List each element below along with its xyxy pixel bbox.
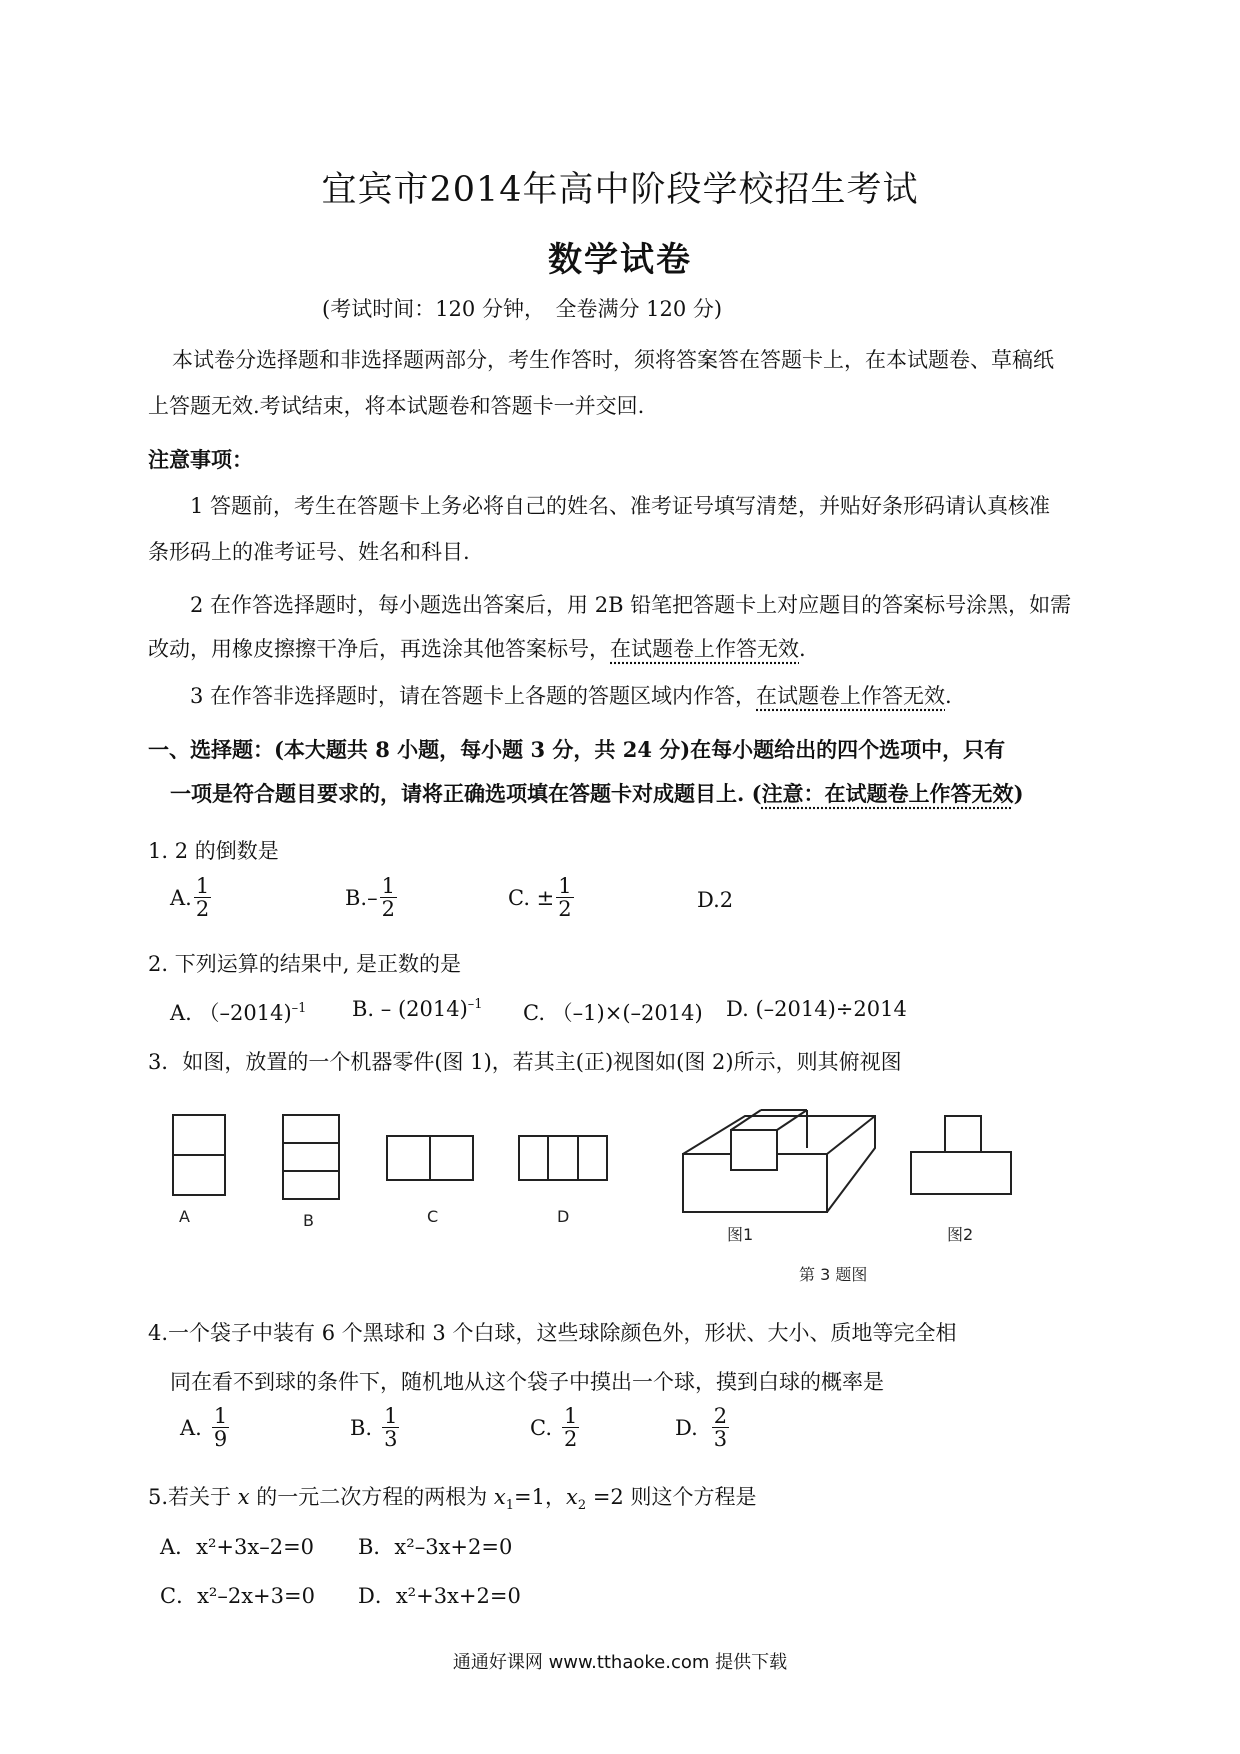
q1-option-a-fraction: [194, 875, 211, 920]
q1-option-b-label: B.–: [345, 885, 378, 910]
q2-option-d: D. (–2014)÷2014: [726, 997, 907, 1021]
exam-info: (考试时间：120 分钟， 全卷满分 120 分): [322, 297, 723, 321]
q4-option-b-label: B.: [350, 1415, 373, 1440]
notice-item-1-line-1: 1 答题前，考生在答题卡上务必将自己的姓名、准考证号填写清楚，并贴好条形码请认真核准: [190, 494, 1051, 518]
q1-option-c-fraction: [556, 875, 573, 920]
q1-b-numerator: 1: [381, 874, 395, 898]
notice-item-1-line-2: 条形码上的准考证号、姓名和科目.: [148, 540, 470, 564]
q4-option-d-fraction: [712, 1405, 729, 1450]
q4-option-c-fraction: [562, 1405, 579, 1450]
figure-label-a: A: [179, 1207, 190, 1226]
q4-option-c-label: C.: [530, 1415, 552, 1440]
figure-2-label: 图2: [947, 1225, 974, 1244]
q2-option-b: [352, 997, 483, 1021]
notice-item-3: [190, 680, 952, 710]
q5-variable-x: x: [237, 1485, 250, 1509]
notice-item-3-text: 3 在作答非选择题时，请在答题卡上各题的答题区域内作答，: [190, 684, 757, 708]
q5-stem-start: 5.若关于: [148, 1485, 238, 1509]
notice-item-3-period: .: [945, 684, 952, 708]
q1-c-denominator: 2: [558, 897, 572, 922]
q4-b-denominator: 3: [384, 1427, 398, 1452]
q1-b-denominator: 2: [381, 897, 395, 922]
q4-option-a-label: A.: [180, 1415, 202, 1440]
section-1-emphasis: 注意：在试题卷上作答无效: [761, 781, 1014, 806]
notice-item-3-emphasis: 在试题卷上作答无效: [756, 684, 946, 708]
q4-d-numerator: 2: [713, 1404, 728, 1428]
q5-stem-middle: 的一元二次方程的两根为: [249, 1485, 494, 1509]
q4-option-d-label: D.: [675, 1415, 698, 1440]
q1-option-d: D.2: [697, 888, 734, 912]
q3-stem: 3．如图，放置的一个机器零件(图 1)，若其主(正)视图如(图 2)所示，则其俯视图: [148, 1050, 902, 1074]
q5-option-a: A．x²+3x–2=0: [160, 1535, 315, 1559]
figure-1-drawing: [683, 1110, 875, 1212]
q4-option-a-fraction: [212, 1405, 229, 1450]
option-a-drawing: [173, 1115, 225, 1195]
q1-option-a-label: A.: [170, 885, 192, 910]
q5-root-1-eq: =1，: [514, 1485, 567, 1509]
q4-c-denominator: 2: [564, 1427, 578, 1452]
q5-root-1-var: x: [493, 1485, 506, 1509]
q4-option-b-fraction: [382, 1405, 399, 1450]
q3-figures: [135, 1100, 1035, 1285]
section-1-line-1: 一、选择题：(本大题共 8 小题，每小题 3 分，共 24 分)在每小题给出的四个选项中，只有: [148, 737, 1006, 762]
q1-a-denominator: 2: [195, 897, 210, 922]
notice-item-2-emphasis: 在试题卷上作答无效: [610, 637, 799, 661]
q5-option-d: D．x²+3x+2=0: [358, 1584, 521, 1608]
section-1-close: ): [1013, 781, 1024, 806]
q5-root-2-var: x: [566, 1485, 578, 1509]
q1-option-c-label: C. ±: [508, 885, 555, 910]
q4-a-denominator: 9: [213, 1427, 228, 1452]
notice-heading: 注意事项：: [148, 447, 253, 472]
figure-label-d: D: [557, 1207, 570, 1226]
q2-a-exponent: –1: [291, 1001, 307, 1016]
q4-stem-line-2: 同在看不到球的条件下，随机地从这个袋子中摸出一个球，摸到白球的概率是: [170, 1370, 884, 1394]
q5-stem: [148, 1481, 756, 1513]
q4-b-numerator: 1: [384, 1404, 398, 1428]
notice-item-2-line-2: [148, 633, 806, 663]
q2-b-text: B. – (2014): [352, 997, 468, 1021]
q4-c-numerator: 1: [564, 1404, 578, 1428]
paper-subtitle: 数学试卷: [548, 240, 692, 280]
q2-option-c: C. （–1)×(–2014): [523, 1001, 703, 1025]
q1-option-c: [508, 875, 576, 920]
q2-a-text: A. （–2014): [170, 1001, 292, 1025]
q4-d-denominator: 3: [713, 1427, 728, 1452]
notice-item-2-text: 改动，用橡皮擦擦干净后，再选涂其他答案标号，: [148, 637, 610, 661]
exam-title: 宜宾市2014年高中阶段学校招生考试: [321, 170, 919, 210]
q1-option-a: [170, 875, 213, 920]
section-1-line-2: [170, 778, 1024, 808]
q4-a-numerator: 1: [213, 1404, 228, 1428]
q1-option-b-fraction: [380, 875, 397, 920]
q2-option-a: [170, 997, 306, 1027]
q5-option-b: B．x²–3x+2=0: [358, 1535, 513, 1559]
q5-root-2-sub: 2: [577, 1498, 587, 1514]
intro-line-1: 本试卷分选择题和非选择题两部分，考生作答时，须将答案答在答题卡上，在本试题卷、草稿纸: [172, 348, 1054, 372]
option-d-drawing: [519, 1136, 607, 1180]
q4-stem-line-1: 4.一个袋子中装有 6 个黑球和 3 个白球，这些球除颜色外，形状、大小、质地等完全相: [148, 1321, 957, 1345]
q4-option-a: [180, 1405, 231, 1450]
figure-caption: 第 3 题图: [799, 1265, 868, 1284]
q5-root-2-eq: =2 则这个方程是: [586, 1485, 757, 1509]
figure-1-label: 图1: [727, 1225, 754, 1244]
q1-stem: 1. 2 的倒数是: [148, 839, 279, 863]
q5-option-c: C．x²–2x+3=0: [160, 1584, 315, 1608]
q2-b-exponent: –1: [467, 997, 483, 1012]
q4-option-c: [530, 1405, 581, 1450]
notice-item-2-line-1: 2 在作答选择题时，每小题选出答案后，用 2B 铅笔把答题卡上对应题目的答案标号涂黑，如需: [190, 593, 1072, 617]
option-c-drawing: [387, 1136, 473, 1180]
q1-c-numerator: 1: [558, 874, 572, 898]
q1-a-numerator: 1: [195, 874, 210, 898]
section-1-text: 一项是符合题目要求的，请将正确选项填在答题卡对成题目上. (: [170, 781, 762, 806]
option-b-drawing: [283, 1115, 339, 1199]
page-footer: 通通好课网 www.tthaoke.com 提供下载: [452, 1652, 788, 1673]
figure-label-c: C: [427, 1207, 439, 1226]
q1-option-b: [345, 875, 399, 920]
q5-root-1-sub: 1: [505, 1498, 515, 1514]
q2-stem: 2. 下列运算的结果中, 是正数的是: [148, 952, 462, 976]
q4-option-b: [350, 1405, 401, 1450]
notice-item-2-period: .: [799, 637, 806, 661]
figure-2-drawing: [911, 1116, 1011, 1194]
figure-label-b: B: [303, 1211, 314, 1230]
intro-line-2: 上答题无效.考试结束，将本试题卷和答题卡一并交回.: [148, 394, 645, 418]
q4-option-d: [675, 1405, 731, 1450]
